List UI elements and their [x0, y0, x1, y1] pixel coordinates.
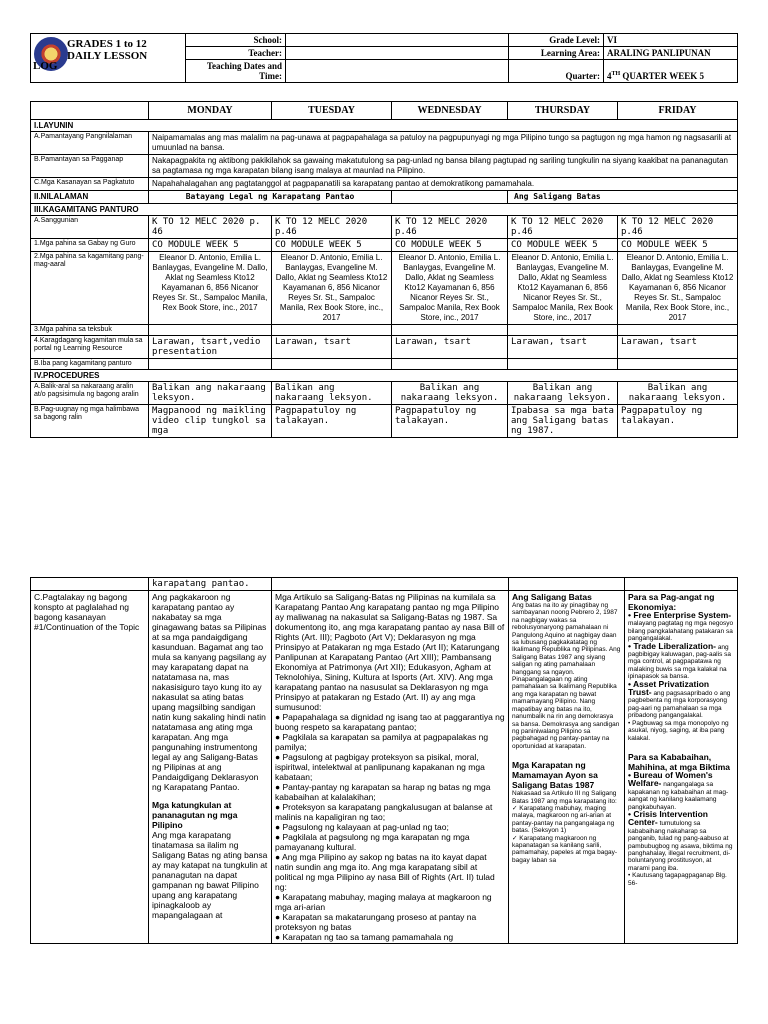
- quarter-label: Quarter:: [509, 60, 604, 83]
- karagdagang-thursday: Larawan, tsart: [508, 336, 618, 359]
- day-thursday: THURSDAY: [508, 102, 618, 120]
- label-pag-uugnay: B.Pag-uugnay ng mga halimbawa sa bagong ralin: [31, 405, 149, 438]
- pag-uugnay-monday: Magpanood ng maikling video clip tungkol sa mga: [149, 405, 272, 438]
- pang-mag-aaral-wednesday: Eleanor D. Antonio, Emilia L. Banlaygas, Evangeline M. Dallo, Aklat ng Seamless Kto12 Kayamanan 6, 856 Nicanor Reyes Sr. St., Sampaloc Manila, Rex Book Store, inc., 2017: [392, 252, 508, 325]
- label-iba-pang-kagamitan: B.Iba pang kagamitang panturo: [31, 359, 149, 370]
- karagdagang-friday: Larawan, tsart: [618, 336, 738, 359]
- label-pagtalakay: C.Pagtalakay ng bagong konspto at paglalahad ng bagong kasanayan #1/Continuation of the Topic: [31, 591, 149, 944]
- label-kasanayan: C.Mga Kasanayan sa Pagkatuto: [31, 178, 149, 191]
- section-nilalaman: II.NILALAMAN: [31, 191, 149, 204]
- grade-level-value[interactable]: VI: [604, 34, 738, 47]
- friday-term: • Crisis Intervention Center-: [628, 808, 708, 828]
- gabay-tuesday: CO MODULE WEEK 5: [272, 239, 392, 252]
- value-kasanayan: Napahahalagahan ang pagtatanggol at pagpapanatili sa karapatang pantao at demokratikong pamamahala.: [149, 178, 738, 191]
- friday-term: • Trade Liberalization-: [628, 640, 716, 651]
- tuesday-list-item: ● Karapatan sa makatarungang proseso at pantay na proteksyon ng batas: [275, 912, 477, 932]
- tuesday-list-item: ● Pantay-pantay ng karapatan sa harap ng batas ng mga kababaihan at kalalakihan;: [275, 782, 491, 802]
- pagtalakay-tuesday-wednesday: [272, 591, 509, 944]
- sanggunian-friday: K TO 12 MELC 2020 p.46: [618, 216, 738, 239]
- pang-mag-aaral-monday: Eleanor D. Antonio, Emilia L. Banlaygas, Evangeline M. Dallo, Aklat ng Seamless Kto12 Kayamanan 6, 856 Nicanor Reyes Sr. St., Sampaloc Manila, Rex Book Store, inc., 2017: [149, 252, 272, 325]
- tuesday-paragraph-1: Mga Artikulo sa Saligang-Batas ng Pilipinas na kumilala sa Karapatang Pantao Ang karapatang pantao ng mga Pilipino ay maliwanag na nakasulat sa Saligang-Batas ng 1987. Sa dokumentong ito, ang mga karapatang pantao ay nasa Bill of Rights (Art. III); Pagboto (Art V); Deklarasyon ng mga Prinsipyo at Patakaran ng mga Estado (Art II); Katarungang Panlipunan at Karapatang Pantao (Art XIII); Pambansang Ekonomiya at Patrimonya (Art XII); Edukasyon, Agham at Teknolohiya, Sining, Kultura at Isports (Art. XIV). Ang mga karapatang pantao na nasusulat sa Deklarasyon ng mga Prinsipyo at patakaran ng Estado (Art. II) ay ang mga sumusunod:: [275, 592, 505, 712]
- friday-list-item: • Pagbuwag sa mga monopolyo ng asukal, niyog, saging, at iba pang kalakal.: [628, 719, 729, 742]
- carry-over-text: karapatang pantao.: [149, 578, 272, 591]
- friday-term: • Free Enterprise System-: [628, 610, 732, 620]
- teaching-dates-value[interactable]: [286, 60, 509, 83]
- tuesday-list-item: ● Karapatan ng tao sa tamang pamamahala ng: [275, 932, 454, 942]
- teaching-dates-label: Teaching Dates and Time:: [186, 60, 286, 83]
- pag-uugnay-friday: Pagpapatuloy ng talakayan.: [618, 405, 738, 438]
- label-balik-aral: A.Balik-aral sa nakaraang aralin at/o pagsisimula ng bagong aralin: [31, 382, 149, 405]
- sanggunian-tuesday: K TO 12 MELC 2020 p.46: [272, 216, 392, 239]
- tuesday-list-item: ● Papapahalaga sa dignidad ng isang tao at paggarantiya ng buong respeto sa karapatang pantao;: [275, 712, 505, 732]
- pag-uugnay-thursday: Ipabasa sa mga bata ang Saligang batas ng 1987.: [508, 405, 618, 438]
- tuesday-list-item: ● Pagsulong at pagbigay proteksyon sa pisikal, moral, ispiritwal, intelektwal at panlipunang kapakanan ng mga kabataan;: [275, 752, 485, 782]
- value-pamantayan-sa-pagganap: Nakapagpakita ng aktibong pakikilahok sa gawaing makatutulong sa pag-unlad ng bansa bilang pagtupad ng sariling tungkulin na siyang kaakibat na pananagutan sa pagtamasa ng mga karapatan bilang isang malaya at maunlad na Pilipino.: [149, 155, 738, 178]
- sanggunian-thursday: K TO 12 MELC 2020 p.46: [508, 216, 618, 239]
- gabay-friday: CO MODULE WEEK 5: [618, 239, 738, 252]
- gabay-thursday: CO MODULE WEEK 5: [508, 239, 618, 252]
- section-layunin: I.LAYUNIN: [31, 120, 738, 132]
- karagdagang-tuesday: Larawan, tsart: [272, 336, 392, 359]
- label-kagamitang-pang-mag-aaral: 2.Mga pahina sa kagamitang pang-mag-aaral: [31, 252, 149, 325]
- karagdagang-wednesday: Larawan, tsart: [392, 336, 508, 359]
- form-title: GRADES 1 to 12 DAILY LESSON LOG: [33, 38, 148, 72]
- tuesday-list-item: ● Pagkilala at pagsulong ng mga karapatan ng mga pamayanang kultural.: [275, 832, 470, 852]
- friday-list-item: • Kautusang tagapagpaganap Blg. 56-: [628, 872, 727, 887]
- monday-heading: Mga katungkulan at pananagutan ng mga Pilipino: [152, 800, 238, 830]
- tuesday-list-item: ● Proteksyon sa karapatang pangkalusugan at balanse at malinis na kapaligiran ng tao;: [275, 802, 493, 822]
- grade-level-label: Grade Level:: [509, 34, 604, 47]
- header-logo-cell: [31, 34, 186, 83]
- day-friday: FRIDAY: [618, 102, 738, 120]
- lesson-log-page-1: [30, 33, 738, 438]
- learning-area-value[interactable]: ARALING PANLIPUNAN: [604, 47, 738, 60]
- teacher-label: Teacher:: [186, 47, 286, 60]
- sanggunian-monday: K TO 12 MELC 2020 p. 46: [149, 216, 272, 239]
- sanggunian-wednesday: K TO 12 MELC 2020 p.46: [392, 216, 508, 239]
- teacher-value[interactable]: [286, 47, 509, 60]
- pagtalakay-monday: [149, 591, 272, 944]
- thursday-paragraph-2: Nakasaad sa Artikulo III ng Saligang Batas 1987 ang mga karapatang ito:: [512, 790, 617, 805]
- label-sanggunian: A.Sanggunian: [31, 216, 149, 239]
- label-karagdagang-kagamitan: 4.Karagdagang kagamitan mula sa portal ng Learning Resource: [31, 336, 149, 359]
- balik-aral-thursday: Balikan ang nakaraang leksyon.: [508, 382, 618, 405]
- day-tuesday: TUESDAY: [272, 102, 392, 120]
- gabay-wednesday: CO MODULE WEEK 5: [392, 239, 508, 252]
- pang-mag-aaral-friday: Eleanor D. Antonio, Emilia L. Banlaygas, Evangeline M. Dallo, Aklat ng Seamless Kto12 Kayamanan 6, 856 Nicanor Reyes Sr. St., Sampaloc Manila, Rex Book Store, inc., 2017: [618, 252, 738, 325]
- value-pamantayang-pangnilalaman: Naipamamalas ang mas malalim na pag-unawa at pagpapahalaga sa patuloy na pagpupunyagi ng mga Pilipino tungo sa pagtugon ng mga hamon ng nagsasarili at umuunlad na bansa.: [149, 132, 738, 155]
- section-kagamitan: III.KAGAMITANG PANTURO: [31, 204, 738, 216]
- nilalaman-topic-1: Batayang Legal ng Karapatang Pantao: [149, 191, 392, 204]
- tuesday-list-item: ● Karapatang mabuhay, maging malaya at magkaroon ng mga ari-arian: [275, 892, 492, 912]
- day-wednesday: WEDNESDAY: [392, 102, 508, 120]
- friday-heading-2: Para sa Kababaihan, Mahihina, at mga Biktima: [628, 751, 731, 772]
- label-teksbuk: 3.Mga pahina sa teksbuk: [31, 325, 149, 336]
- blank-corner: [31, 102, 149, 120]
- section-procedures: IV.PROCEDURES: [31, 370, 738, 382]
- friday-definition: ang pagsasapribado o ang pagbebenta ng mga korporasyong pag-aari ng pamahalaan sa mga pribadong pangangalakal.: [628, 690, 731, 720]
- lesson-log-page-2: [30, 577, 738, 1024]
- school-value[interactable]: [286, 34, 509, 47]
- balik-aral-friday: Balikan ang nakaraang leksyon.: [618, 382, 738, 405]
- tuesday-list-item: ● Pagkilala sa karapatan sa pamilya at pagpapalakas ng pamilya;: [275, 732, 489, 752]
- friday-definition: malayang pagtatag ng mga negosyo bilang pangkalahatang patakaran sa pangangalakal.: [628, 620, 734, 643]
- tuesday-list-item: ● Pagsulong ng kalayaan at pag-unlad ng tao;: [275, 822, 449, 832]
- gabay-monday: CO MODULE WEEK 5: [149, 239, 272, 252]
- monday-paragraph-1: Ang pagkakaroon ng karapatang pantao ay nakabatay sa mga ginagawang batas sa Pilipinas at sa mga pandaigdigang kasunduan. Bagamat ang tao mula sa kanyang pagsilang ay may karapatang dapat na natatamasa na, mas nakasisiguro tayo kung ito ay nakasulat sa ating batas upang magsilbing sandigan natin kung sakaling hindi natin natatamasa ang ating mga karapatan. Ang mga pangunahing instrumentong legal ay ang Saligang-Batas ng Pilipinas at ang Pandaigdigang Deklarasyon ng Karapatang Pantao.: [152, 592, 267, 792]
- school-label: School:: [186, 34, 286, 47]
- friday-heading-1: Para sa Pag-angat ng Ekonomiya:: [628, 592, 715, 612]
- pagtalakay-thursday: [509, 591, 625, 944]
- thursday-list-item: ✓ Karapatang mabuhay, maging malaya, magkaroon ng ari-arian at pantay-pantay na pangangalaga ng batas. (Seksyon 1): [512, 804, 615, 835]
- friday-term: • Asset Privatization Trust-: [628, 678, 710, 698]
- pagtalakay-friday: [625, 591, 738, 944]
- pang-mag-aaral-tuesday: Eleanor D. Antonio, Emilia L. Banlaygas, Evangeline M. Dallo, Aklat ng Seamless Kto12 Kayamanan 6, 856 Nicanor Reyes Sr. St., Sampaloc Manila, Rex Book Store, inc., 2017: [272, 252, 392, 325]
- label-gabay-ng-guro: 1.Mga pahina sa Gabay ng Guro: [31, 239, 149, 252]
- header-table: [30, 33, 738, 83]
- learning-area-label: Learning Area:: [509, 47, 604, 60]
- label-pamantayan-sa-pagganap: B.Pamantayan sa Pagganap: [31, 155, 149, 178]
- tuesday-paragraph-2: ● Ang mga Pilipino ay sakop ng batas na ito kayat dapat natin sundin ang mga ito. Ang mga karapatang sibil at political ng mga Pilipino ay nasa Bill of Rights (Art. II) tulad ng:: [275, 852, 495, 892]
- nilalaman-topic-2: Ang Saligang Batas: [508, 191, 738, 204]
- thursday-paragraph-1: Ang batas na ito ay pinagtibay ng sambayanan noong Pebrero 2, 1987 na nagbigay wakas sa rebolusyonaryong pamahalaan ni Pangulong Aquino at nagbigay daan sa lubusang pagkakatatag ng Ikalimang Republika ng Pilipinas. Ang Saligang Batas 1987 ang siyang saligan ng ating pamahalaan hanggang sa ngayon. Pinapangalagaan ng ating pamahalaan sa Ikalimang Republika ang mga karapatan ng bawat mamamayang Pilipino. Nang mapatibay ang batas na ito, nanumbalik na rin ang demokrasya sa bansa. Demokrasya ang sandigan ng paniniwalang Pilipino sa pagbahagad ng pantay-pantay na oportunidad at karapatan.: [512, 602, 621, 750]
- balik-aral-tuesday: Balikan ang nakaraang leksyon.: [272, 382, 392, 405]
- monday-paragraph-2: Ang mga karapatang tinatamasa sa ilalim ng Saligang Batas ng ating bansa ay may katapat na tungkulin at pananagutan na dapat gampanan ng bawat Pilipino upang ang karapatang ipinagkaloob ay mapangalagaan at: [152, 830, 268, 920]
- label-pamantayang-pangnilalaman: A.Pamantayang Pangnilalaman: [31, 132, 149, 155]
- quarter-value[interactable]: 4TH QUARTER WEEK 5: [604, 60, 738, 83]
- pag-uugnay-tuesday: Pagpapatuloy ng talakayan.: [272, 405, 392, 438]
- friday-term: • Bureau of Women's Welfare-: [628, 769, 713, 789]
- balik-aral-monday: Balikan ang nakaraang leksyon.: [149, 382, 272, 405]
- thursday-heading-2: Mga Karapatan ng Mamamayan Ayon sa Saligang Batas 1987: [512, 760, 598, 791]
- thursday-list-item: ✓ Karapatang magkaroon ng kapanatagan sa kanilang sarili, pamamahay, papeles at mga bagay-bagay laban sa: [512, 834, 618, 864]
- friday-definition: nangangalaga sa kapakanan ng kababaihan at mag-aangat ng kanilang kaalamang pangkabuhayan.: [628, 781, 729, 811]
- pang-mag-aaral-thursday: Eleanor D. Antonio, Emilia L. Banlaygas, Evangeline M. Dallo, Aklat ng Seamless Kto12 Kayamanan 6, 856 Nicanor Reyes Sr. St., Sampaloc Manila, Rex Book Store, inc., 2017: [508, 252, 618, 325]
- lesson-plan-table: [30, 101, 738, 438]
- friday-definition: tumutulong sa kababaihang nakaharap sa panganib, tulad ng pang-aabuso at pambubugbog ng asawa, biktima ng panghahalay, illegal recruitment, di-boluntaryong prostitusyon, at marami pang iba.: [628, 820, 733, 872]
- balik-aral-wednesday: Balikan ang nakaraang leksyon.: [392, 382, 508, 405]
- karagdagang-monday: Larawan, tsart,vedio presentation: [149, 336, 272, 359]
- continuation-table: [30, 577, 738, 944]
- friday-definition: ang pagbibigay kaluwagan, pag-aalis sa mga control, at pagpapatawa ng malaking buwis sa mga kalakal na ipinapasok sa bansa.: [628, 643, 731, 681]
- thursday-heading-1: Ang Saligang Batas: [512, 592, 592, 602]
- pag-uugnay-wednesday: Pagpapatuloy ng talakayan.: [392, 405, 508, 438]
- day-monday: MONDAY: [149, 102, 272, 120]
